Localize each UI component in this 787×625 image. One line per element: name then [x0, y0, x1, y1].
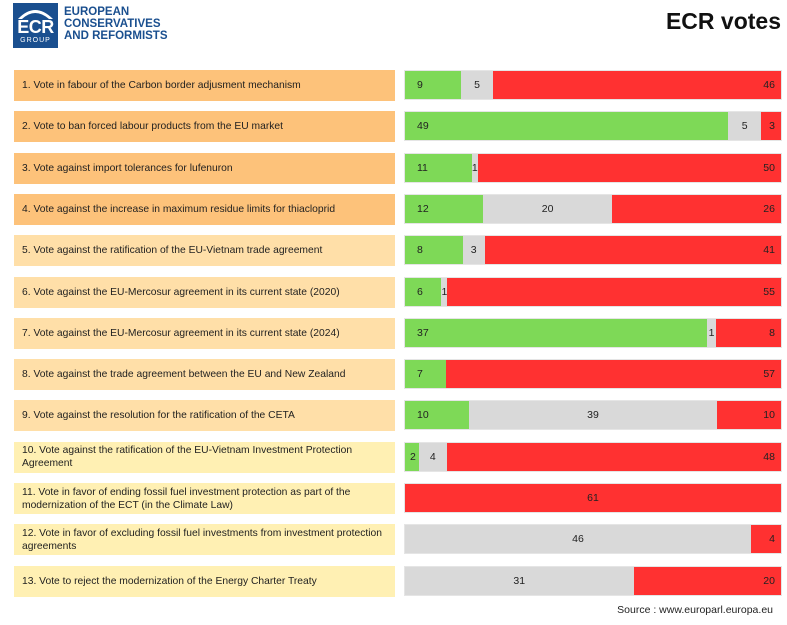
- bar-segment-against-4: 26: [612, 195, 781, 223]
- vote-label-8: 8. Vote against the trade agreement between the EU and New Zealand: [14, 359, 395, 390]
- chart-row-5: [0, 235, 787, 269]
- chart-row-11: [0, 483, 787, 517]
- vote-bar-1: [404, 70, 782, 100]
- vote-label-4: 4. Vote against the increase in maximum residue limits for thiacloprid: [14, 194, 395, 225]
- chart-title: ECR votes: [665, 8, 781, 34]
- chart-row-8: [0, 359, 787, 393]
- chart-row-10: [0, 442, 787, 476]
- bar-segment-in-favour-10: 2: [405, 443, 419, 471]
- bar-segment-abstain-3: 1: [472, 154, 478, 182]
- chart-row-3: [0, 153, 787, 187]
- bar-segment-in-favour-4: 12: [405, 195, 483, 223]
- bar-segment-against-5: 41: [485, 236, 781, 264]
- chart-row-12: [0, 524, 787, 558]
- vote-label-13: 13. Vote to reject the modernization of the Energy Charter Treaty: [14, 566, 395, 597]
- bar-segment-against-11: 61: [405, 484, 781, 512]
- vote-bar-2: [404, 111, 782, 141]
- bar-segment-in-favour-1: 9: [405, 71, 461, 99]
- bar-segment-against-13: 20: [634, 567, 781, 595]
- vote-label-7: 7. Vote against the EU-Mercosur agreement in its current state (2024): [14, 318, 395, 349]
- bar-segment-abstain-4: 20: [483, 195, 613, 223]
- org-name-line-1: EUROPEAN: [64, 6, 130, 18]
- vote-bar-11: [404, 483, 782, 513]
- bar-segment-against-9: 10: [717, 401, 781, 429]
- ecr-logo: [13, 3, 58, 48]
- vote-bar-10: [404, 442, 782, 472]
- bar-segment-against-7: 8: [716, 319, 781, 347]
- bar-segment-in-favour-6: 6: [405, 278, 441, 306]
- vote-label-2: 2. Vote to ban forced labour products from the EU market: [14, 111, 395, 142]
- vote-label-10: 10. Vote against the ratification of the EU-Vietnam Investment Protection Agreement: [14, 442, 395, 473]
- vote-bar-8: [404, 359, 782, 389]
- vote-bar-6: [404, 277, 782, 307]
- vote-label-9: 9. Vote against the resolution for the ratification of the CETA: [14, 400, 395, 431]
- bar-segment-abstain-2: 5: [728, 112, 761, 140]
- bar-segment-in-favour-3: 11: [405, 154, 472, 182]
- vote-bar-4: [404, 194, 782, 224]
- bar-segment-abstain-12: 46: [405, 525, 751, 553]
- vote-label-6: 6. Vote against the EU-Mercosur agreement in its current state (2020): [14, 277, 395, 308]
- vote-bar-5: [404, 235, 782, 265]
- bar-segment-against-3: 50: [478, 154, 781, 182]
- logo-text: ECR: [17, 17, 54, 37]
- chart-row-4: [0, 194, 787, 228]
- bar-segment-against-8: 57: [446, 360, 781, 388]
- logo-subtext: GROUP: [20, 37, 51, 44]
- bar-segment-abstain-9: 39: [469, 401, 718, 429]
- bar-segment-abstain-10: 4: [419, 443, 447, 471]
- source-note: Source : www.europarl.europa.eu: [617, 604, 773, 616]
- bar-segment-against-12: 4: [751, 525, 781, 553]
- bar-segment-against-10: 48: [447, 443, 781, 471]
- bar-segment-abstain-7: 1: [707, 319, 715, 347]
- bar-segment-in-favour-2: 49: [405, 112, 728, 140]
- bar-segment-in-favour-7: 37: [405, 319, 707, 347]
- org-name: [64, 6, 204, 42]
- bar-segment-abstain-1: 5: [461, 71, 492, 99]
- vote-bar-9: [404, 400, 782, 430]
- chart-row-7: [0, 318, 787, 352]
- chart-row-1: [0, 70, 787, 104]
- chart-row-9: [0, 400, 787, 434]
- bar-segment-against-2: 3: [761, 112, 781, 140]
- chart-row-13: [0, 566, 787, 600]
- bar-segment-abstain-13: 31: [405, 567, 634, 595]
- vote-label-1: 1. Vote in fabour of the Carbon border adjusment mechanism: [14, 70, 395, 101]
- org-name-line-3: AND REFORMISTS: [64, 30, 168, 42]
- vote-label-3: 3. Vote against import tolerances for lufenuron: [14, 153, 395, 184]
- vote-bar-13: [404, 566, 782, 596]
- bar-segment-against-1: 46: [493, 71, 781, 99]
- bar-segment-in-favour-8: 7: [405, 360, 446, 388]
- bar-segment-in-favour-9: 10: [405, 401, 469, 429]
- bar-segment-abstain-6: 1: [441, 278, 447, 306]
- bar-segment-abstain-5: 3: [463, 236, 485, 264]
- bar-segment-in-favour-5: 8: [405, 236, 463, 264]
- org-name-line-2: CONSERVATIVES: [64, 18, 161, 30]
- vote-bar-12: [404, 524, 782, 554]
- vote-bar-7: [404, 318, 782, 348]
- vote-label-11: 11. Vote in favor of ending fossil fuel investment protection as part of the modernization of the ECT (in the Climate Law): [14, 483, 395, 514]
- vote-label-12: 12. Vote in favor of excluding fossil fuel investments from investment protection agreements: [14, 524, 395, 555]
- bar-segment-against-6: 55: [447, 278, 781, 306]
- vote-bar-3: [404, 153, 782, 183]
- chart-row-2: [0, 111, 787, 145]
- chart-row-6: [0, 277, 787, 311]
- vote-label-5: 5. Vote against the ratification of the EU-Vietnam trade agreement: [14, 235, 395, 266]
